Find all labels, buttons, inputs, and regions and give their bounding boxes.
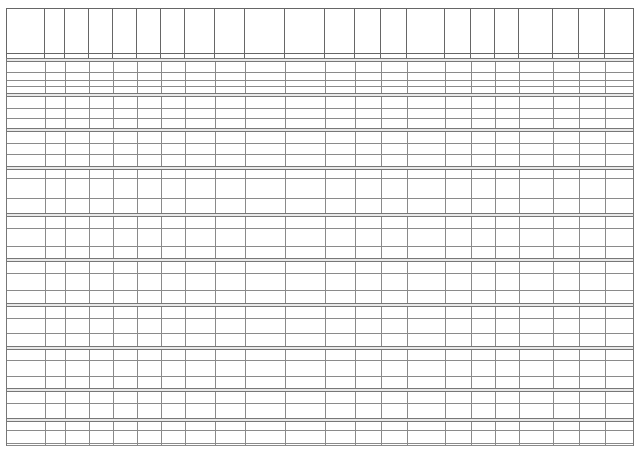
row-divider [7, 72, 633, 73]
row-divider [7, 246, 633, 247]
header-cell [381, 9, 407, 53]
row-divider [7, 154, 633, 155]
section-header [7, 388, 633, 392]
header-cell [89, 9, 113, 53]
row-divider [7, 376, 633, 377]
row-divider [7, 108, 633, 109]
table-header [6, 8, 634, 54]
section-header [7, 258, 633, 262]
header-cell [519, 9, 553, 53]
row-divider [7, 143, 633, 144]
row-divider [7, 403, 633, 404]
header-cell [285, 9, 325, 53]
row-divider [7, 318, 633, 319]
row-divider [7, 86, 633, 87]
row-divider [7, 290, 633, 291]
row-divider [7, 443, 633, 444]
header-cell [445, 9, 471, 53]
header-cell [495, 9, 519, 53]
header-cell [605, 9, 633, 53]
header-cell [7, 9, 45, 53]
row-divider [7, 445, 633, 446]
section-header [7, 166, 633, 170]
table-body [6, 58, 634, 446]
header-cell [245, 9, 285, 53]
row-divider [7, 80, 633, 81]
header-cell [185, 9, 215, 53]
header-cell [407, 9, 445, 53]
header-cell [65, 9, 89, 53]
section-header [7, 58, 633, 62]
row-divider [7, 118, 633, 119]
row-divider [7, 430, 633, 431]
section-header [7, 93, 633, 97]
header-cell [45, 9, 65, 53]
header-cell [355, 9, 381, 53]
header-cell [553, 9, 579, 53]
row-divider [7, 273, 633, 274]
row-divider [7, 198, 633, 199]
section-header [7, 418, 633, 422]
section-header [7, 128, 633, 132]
row-divider [7, 178, 633, 179]
section-header [7, 213, 633, 217]
header-cell [325, 9, 355, 53]
header-cell [215, 9, 245, 53]
header-cell [161, 9, 185, 53]
header-cell [579, 9, 605, 53]
row-divider [7, 360, 633, 361]
header-cell [471, 9, 495, 53]
header-cell [113, 9, 137, 53]
row-divider [7, 228, 633, 229]
section-header [7, 303, 633, 307]
section-header [7, 346, 633, 350]
row-divider [7, 333, 633, 334]
header-cell [137, 9, 161, 53]
